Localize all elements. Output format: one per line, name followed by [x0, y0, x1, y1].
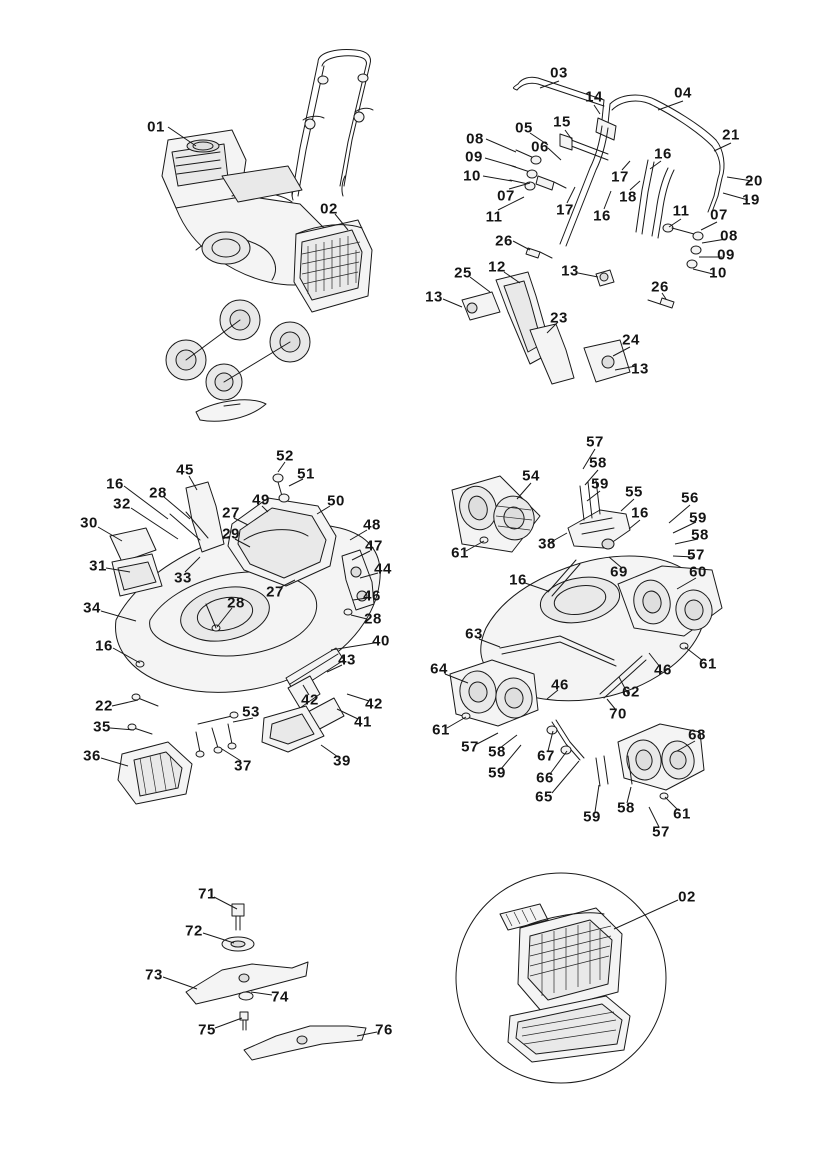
callout-number-28: 28 — [227, 594, 245, 612]
callout-number-49: 49 — [252, 491, 270, 509]
callout-number-11: 11 — [672, 202, 690, 220]
callout-number-25: 25 — [454, 264, 472, 282]
callout-number-46: 46 — [363, 587, 381, 605]
callout-number-38: 38 — [538, 535, 556, 553]
callout-number-52: 52 — [276, 447, 294, 465]
callout-number-09: 09 — [717, 246, 735, 264]
callout-number-01: 01 — [147, 118, 165, 136]
callout-number-71: 71 — [198, 885, 216, 903]
callout-number-08: 08 — [720, 227, 738, 245]
callout-number-34: 34 — [83, 599, 101, 617]
callout-number-75: 75 — [198, 1021, 216, 1039]
callout-number-63: 63 — [465, 625, 483, 643]
callout-number-09: 09 — [465, 148, 483, 166]
callout-number-58: 58 — [691, 526, 709, 544]
callout-number-16: 16 — [509, 571, 527, 589]
callout-number-62: 62 — [622, 683, 640, 701]
callout-number-66: 66 — [536, 769, 554, 787]
callout-number-68: 68 — [688, 726, 706, 744]
callout-number-67: 67 — [537, 747, 555, 765]
callout-number-60: 60 — [689, 563, 707, 581]
callout-number-31: 31 — [89, 557, 107, 575]
callout-number-36: 36 — [83, 747, 101, 765]
callout-number-14: 14 — [585, 88, 603, 106]
callout-number-13: 13 — [631, 360, 649, 378]
callout-number-13: 13 — [561, 262, 579, 280]
callout-number-12: 12 — [488, 258, 506, 276]
callout-number-06: 06 — [531, 138, 549, 156]
callout-number-48: 48 — [363, 516, 381, 534]
callout-number-29: 29 — [222, 525, 240, 543]
callout-number-61: 61 — [451, 544, 469, 562]
callout-number-58: 58 — [488, 743, 506, 761]
callout-number-16: 16 — [95, 637, 113, 655]
callout-number-11: 11 — [485, 208, 503, 226]
callout-number-73: 73 — [145, 966, 163, 984]
callout-number-45: 45 — [176, 461, 194, 479]
callout-number-59: 59 — [591, 475, 609, 493]
callout-number-18: 18 — [619, 188, 637, 206]
callout-number-05: 05 — [515, 119, 533, 137]
callout-number-65: 65 — [535, 788, 553, 806]
callout-number-17: 17 — [556, 201, 574, 219]
callout-number-76: 76 — [375, 1021, 393, 1039]
callout-number-46: 46 — [654, 661, 672, 679]
callout-number-55: 55 — [625, 483, 643, 501]
callout-number-15: 15 — [553, 113, 571, 131]
callout-number-64: 64 — [430, 660, 448, 678]
callout-number-16: 16 — [654, 145, 672, 163]
callout-number-57: 57 — [652, 823, 670, 841]
callout-number-27: 27 — [222, 504, 240, 522]
handlebar-assembly-artwork — [462, 77, 724, 384]
callout-number-61: 61 — [699, 655, 717, 673]
callout-number-28: 28 — [364, 610, 382, 628]
callout-number-10: 10 — [709, 264, 727, 282]
callout-number-51: 51 — [297, 465, 315, 483]
callout-number-16: 16 — [631, 504, 649, 522]
callout-number-70: 70 — [609, 705, 627, 723]
callout-number-02: 02 — [320, 200, 338, 218]
callout-number-04: 04 — [674, 84, 692, 102]
callout-number-53: 53 — [242, 703, 260, 721]
callout-number-59: 59 — [583, 808, 601, 826]
callout-number-27: 27 — [266, 583, 284, 601]
callout-number-19: 19 — [742, 191, 760, 209]
callout-number-28: 28 — [149, 484, 167, 502]
callout-number-16: 16 — [106, 475, 124, 493]
callout-number-22: 22 — [95, 697, 113, 715]
callout-number-02: 02 — [678, 888, 696, 906]
callout-number-07: 07 — [497, 187, 515, 205]
callout-number-23: 23 — [550, 309, 568, 327]
callout-number-57: 57 — [586, 433, 604, 451]
callout-number-59: 59 — [689, 509, 707, 527]
callout-number-43: 43 — [338, 651, 356, 669]
callout-number-58: 58 — [589, 454, 607, 472]
callout-number-59: 59 — [488, 764, 506, 782]
callout-number-26: 26 — [495, 232, 513, 250]
callout-number-44: 44 — [374, 560, 392, 578]
callout-number-56: 56 — [681, 489, 699, 507]
callout-number-33: 33 — [174, 569, 192, 587]
grassbag-detail-artwork — [456, 873, 666, 1083]
callout-number-17: 17 — [611, 168, 629, 186]
callout-number-61: 61 — [432, 721, 450, 739]
callout-number-47: 47 — [365, 537, 383, 555]
callout-number-07: 07 — [710, 206, 728, 224]
callout-number-57: 57 — [461, 738, 479, 756]
callout-number-42: 42 — [301, 691, 319, 709]
callout-number-46: 46 — [551, 676, 569, 694]
callout-number-39: 39 — [333, 752, 351, 770]
callout-number-13: 13 — [425, 288, 443, 306]
callout-number-10: 10 — [463, 167, 481, 185]
callout-number-32: 32 — [113, 495, 131, 513]
callout-number-30: 30 — [80, 514, 98, 532]
callout-number-37: 37 — [234, 757, 252, 775]
callout-number-03: 03 — [550, 64, 568, 82]
overview-mower-artwork — [162, 50, 373, 422]
callout-number-26: 26 — [651, 278, 669, 296]
callout-number-24: 24 — [622, 331, 640, 349]
callout-number-58: 58 — [617, 799, 635, 817]
callout-number-16: 16 — [593, 207, 611, 225]
callout-number-21: 21 — [722, 126, 740, 144]
callout-number-69: 69 — [610, 563, 628, 581]
callout-number-08: 08 — [466, 130, 484, 148]
callout-number-61: 61 — [673, 805, 691, 823]
callout-number-50: 50 — [327, 492, 345, 510]
callout-number-41: 41 — [354, 713, 372, 731]
callout-number-57: 57 — [687, 546, 705, 564]
callout-number-40: 40 — [372, 632, 390, 650]
callout-number-74: 74 — [271, 988, 289, 1006]
callout-number-72: 72 — [185, 922, 203, 940]
callout-number-42: 42 — [365, 695, 383, 713]
callout-number-20: 20 — [745, 172, 763, 190]
callout-number-35: 35 — [93, 718, 111, 736]
callout-number-54: 54 — [522, 467, 540, 485]
